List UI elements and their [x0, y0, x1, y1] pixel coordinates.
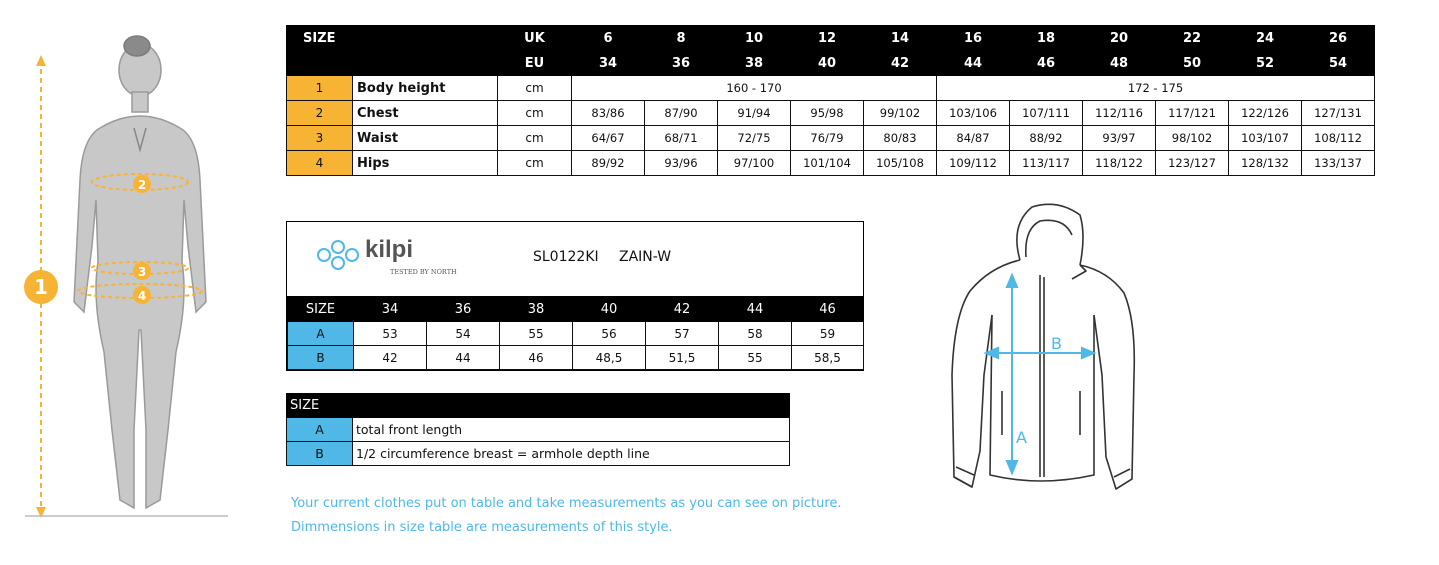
brand-name: kilpi	[365, 236, 414, 263]
row-label: A	[288, 322, 354, 346]
eu-label: EU	[498, 51, 572, 76]
hips-marker: 4	[137, 289, 147, 303]
row-label: Hips	[353, 151, 498, 176]
row-label: B	[288, 346, 354, 370]
row-unit: cm	[498, 101, 572, 126]
table-row	[287, 418, 790, 442]
table-row: 4 Hips cm 89/92 93/96 97/100 101/104 105/108 109/112 113/117 118/122 123/127 128/132 133/137	[287, 151, 1375, 176]
legend-header: SIZE	[287, 394, 790, 418]
product-name: ZAIN-W	[619, 249, 672, 265]
legend-description: total front length	[353, 418, 790, 442]
row-unit: cm	[498, 76, 572, 101]
table-row: A 53 54 55 56 57 58 59	[288, 322, 864, 346]
table-row: 2 Chest cm 83/86 87/90 91/94 95/98 99/102 103/106 107/111 112/116 117/121 122/126 127/131	[287, 101, 1375, 126]
jacket-label-b: B	[1051, 334, 1062, 353]
body-measurement-figure	[0, 0, 240, 565]
chest-marker: 2	[137, 178, 147, 192]
product-header	[287, 222, 863, 297]
row-label: Body height	[353, 76, 498, 101]
size-header-eu: EU 34 36 38 40 42 44 46 48 50 52 54	[287, 51, 1375, 76]
legend-description: 1/2 circumference breast = armhole depth line	[353, 442, 790, 466]
waist-marker: 3	[137, 265, 147, 279]
product-size-block	[286, 221, 864, 371]
height-range-cell: 160 - 170	[572, 76, 937, 101]
uk-label: UK	[498, 26, 572, 51]
table-row	[287, 76, 1375, 101]
row-label: Chest	[353, 101, 498, 126]
instruction-note: Dimmensions in size table are measurements of this style.	[291, 520, 673, 535]
height-marker: 1	[34, 275, 48, 299]
size-header-label: SIZE	[287, 26, 353, 51]
size-header-uk: SIZE UK 6 8 10 12 14 16 18 20 22 24 26	[287, 26, 1375, 51]
jacket-diagram	[940, 195, 1140, 505]
row-number: 2	[287, 101, 353, 126]
row-number: 4	[287, 151, 353, 176]
row-label: Waist	[353, 126, 498, 151]
measurement-legend	[286, 393, 790, 466]
instruction-note: Your current clothes put on table and take measurements as you can see on picture.	[291, 496, 842, 511]
product-code: SL0122KI	[533, 249, 599, 265]
row-unit: cm	[498, 126, 572, 151]
table-row: B 42 44 46 48,5 51,5 55 58,5	[288, 346, 864, 370]
product-size-header: SIZE 34 36 38 40 42 44 46	[288, 298, 864, 322]
row-number: 1	[287, 76, 353, 101]
product-size-table	[287, 297, 864, 370]
table-row	[287, 442, 790, 466]
height-range-cell: 172 - 175	[937, 76, 1375, 101]
size-chart-table	[286, 25, 1375, 176]
row-unit: cm	[498, 151, 572, 176]
kilpi-logo-icon	[315, 238, 361, 272]
jacket-label-a: A	[1016, 428, 1027, 447]
brand-tagline: TESTED BY NORTH	[390, 268, 457, 276]
row-label: B	[287, 442, 353, 466]
row-label: A	[287, 418, 353, 442]
row-number: 3	[287, 126, 353, 151]
table-row: 3 Waist cm 64/67 68/71 72/75 76/79 80/83 84/87 88/92 93/97 98/102 103/107 108/112	[287, 126, 1375, 151]
